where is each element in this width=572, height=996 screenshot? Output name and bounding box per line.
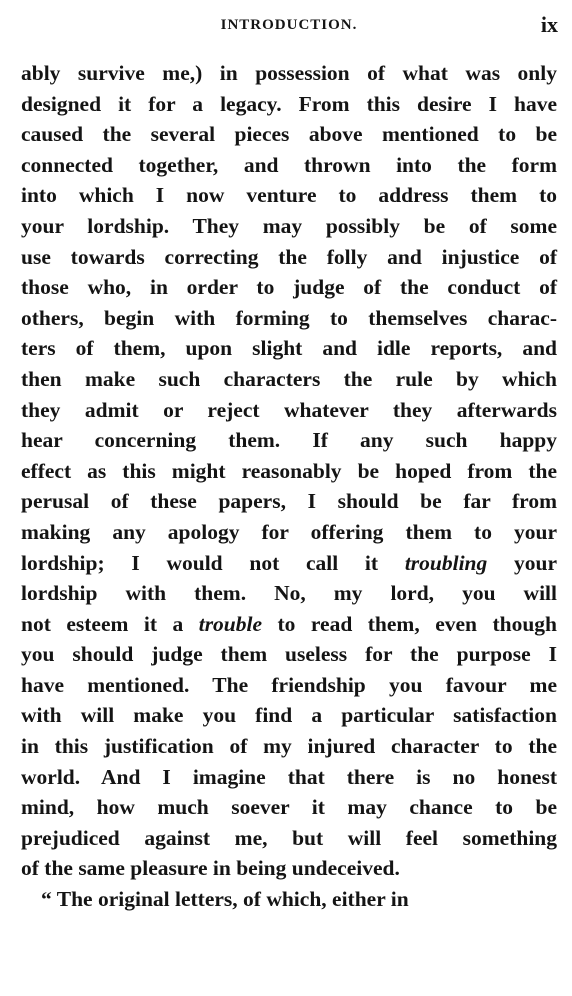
text-line [21, 486, 557, 517]
text-line [21, 731, 557, 762]
text-segment: your [487, 550, 557, 575]
text-segment: “ The original letters, of which, either in [41, 887, 409, 912]
italic-text: trouble [198, 611, 263, 636]
text-segment: lordship with them. No, my lord, you will [21, 581, 557, 606]
text-segment: making any apology for offering them to your [21, 519, 557, 544]
text-line [21, 395, 557, 426]
text-line [21, 303, 557, 334]
text-line [21, 853, 557, 884]
text-segment: your lordship. They may possibly be of some [21, 213, 557, 238]
text-line [21, 700, 557, 731]
text-segment: ters of them, upon slight and idle reports, and [21, 336, 557, 361]
page-number: ix [540, 12, 558, 37]
text-segment: into which I now venture to address them to [21, 183, 557, 208]
text-line [21, 180, 557, 211]
text-line [21, 456, 557, 487]
text-segment: then make such characters the rule by which [21, 366, 557, 391]
text-line [21, 517, 557, 548]
text-segment: they admit or reject whatever they afterwards [21, 397, 557, 422]
text-line [21, 272, 557, 303]
text-segment: to read them, even though [262, 611, 557, 636]
text-line [21, 792, 557, 823]
text-line [21, 58, 557, 89]
body-text [21, 58, 557, 915]
text-line [21, 548, 557, 579]
text-line [21, 89, 557, 120]
text-segment: connected together, and thrown into the form [21, 152, 557, 177]
text-line [21, 670, 557, 701]
text-line [21, 578, 557, 609]
text-segment: lordship; I would not call it [21, 550, 405, 575]
text-line [21, 242, 557, 273]
text-segment: in this justification of my injured character to the [21, 734, 557, 759]
text-line [21, 333, 557, 364]
text-segment: of the same pleasure in being undeceived. [21, 856, 400, 881]
text-segment: those who, in order to judge of the conduct of [21, 275, 557, 300]
text-line [21, 762, 557, 793]
text-segment: not esteem it a [21, 611, 199, 636]
text-segment: use towards correcting the folly and injustice of [21, 244, 557, 269]
italic-text: troubling [404, 550, 488, 575]
text-segment: ably survive me,) in possession of what was only [21, 61, 557, 85]
text-line [21, 119, 557, 150]
text-segment: have mentioned. The friendship you favour me [21, 672, 557, 697]
text-segment: hear concerning them. If any such happy [21, 428, 557, 453]
text-segment: designed it for a legacy. From this desire I have [21, 91, 557, 116]
text-line [21, 639, 557, 670]
running-head: INTRODUCTION. [220, 17, 358, 33]
text-segment: you should judge them useless for the purpose I [21, 642, 557, 667]
text-line [21, 823, 557, 854]
text-line [21, 425, 557, 456]
text-segment: perusal of these papers, I should be far from [21, 489, 557, 514]
text-segment: effect as this might reasonably be hoped from the [21, 458, 557, 483]
text-segment: others, begin with forming to themselves charac- [21, 305, 557, 330]
text-segment: mind, how much soever it may chance to be [21, 795, 557, 820]
page-header [20, 11, 558, 39]
text-line [21, 364, 557, 395]
text-line [21, 211, 557, 242]
text-segment: prejudiced against me, but will feel something [21, 825, 557, 850]
text-segment: world. And I imagine that there is no honest [21, 764, 557, 789]
text-segment: caused the several pieces above mentioned to be [21, 122, 557, 147]
text-line [21, 150, 557, 181]
text-line [21, 609, 557, 640]
text-segment: with will make you find a particular satisfaction [21, 703, 557, 728]
text-line [21, 884, 557, 915]
